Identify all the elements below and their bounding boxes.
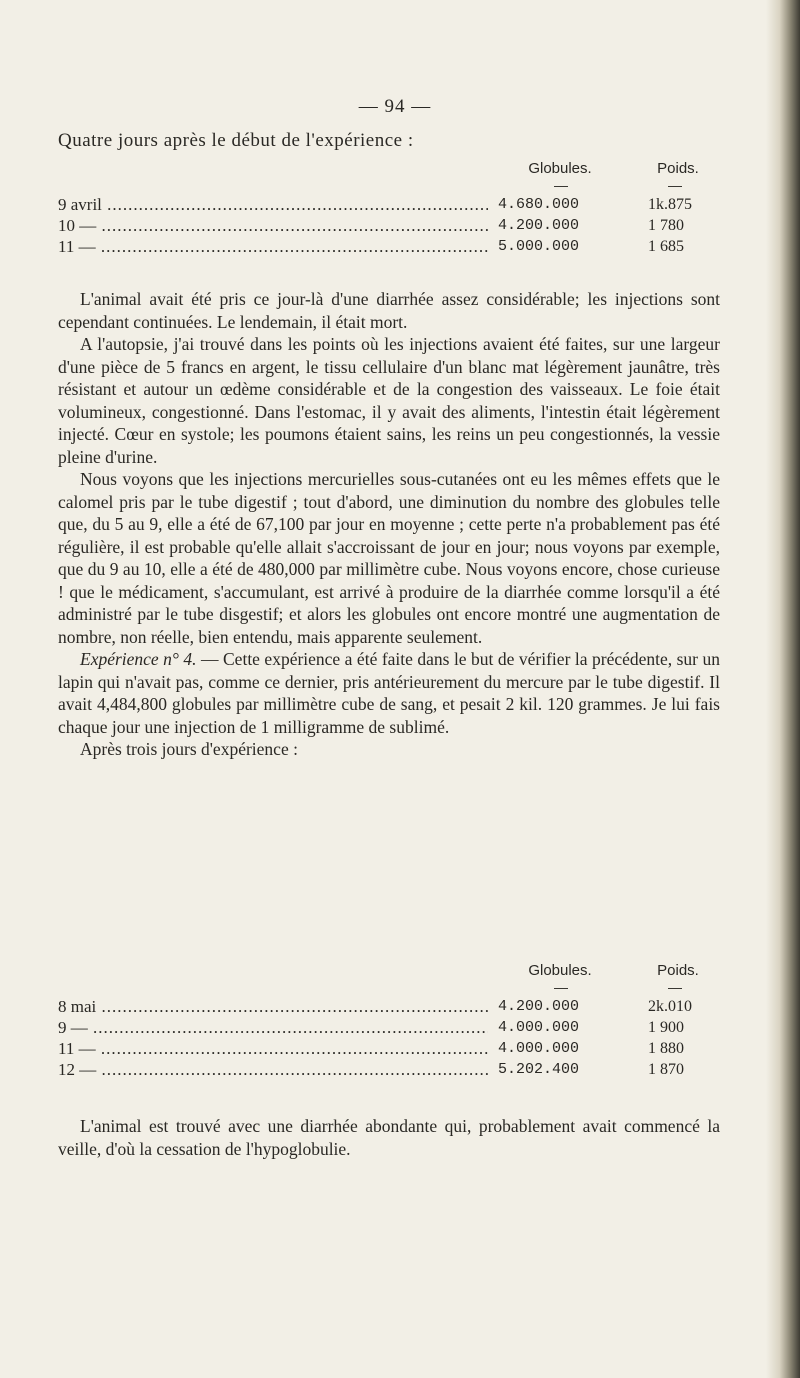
closing-text-block [58, 1115, 720, 1160]
table-first-experiment [58, 160, 718, 257]
table-row [58, 215, 718, 236]
paragraph-autopsie: A l'autopsie, j'ai trouvé dans les points où les injections avaient été faites, sur une largeur d'une pièce de 5 francs en argent, le tissu cellulaire d'un blanc mat légèrement jaunâtre, très résistant et autour un œdème considérable et de la congestion des vaisseaux. Le foie était volumineux, congestionné. Dans l'estomac, il y avait des aliments, l'intestin était légèrement injecté. Cœur en systole; les poumons étaient sains, les reins un peu congestionnés, la vessie pleine d'urine. [58, 334, 720, 467]
header-poids: Poids. [657, 962, 699, 979]
table-header [58, 160, 718, 186]
row-date: 9 avril ..... [58, 194, 488, 215]
paragraph-experience-4 [58, 648, 720, 738]
header-dashes [58, 988, 718, 996]
experience-text: — Cette expérience a été faite dans le but de vérifier la précédente, sur un lapin qui n'avait pas, comme ce dernier, pris antérieurement du mercure par le tube digestif. Il avait 4,484,800 globules par millimètre cube de sang, et pesait 2 kil. 120 grammes. Je lui fais chaque jour une injection de 1 milligramme de sublimé. [58, 649, 720, 737]
table-experience-4 [58, 962, 718, 1080]
intro-second-table: Après trois jours d'expérience : [80, 739, 298, 759]
row-poids: 1k.875 [648, 196, 692, 213]
page-edge-shadow [766, 0, 800, 1378]
row-poids: 1 880 [648, 1040, 684, 1057]
paragraph-diarrhee: L'animal avait été pris ce jour-là d'une diarrhée assez considérable; les injections sont cependant continuées. Le lendemain, il était mort. [58, 289, 720, 332]
row-poids: 1 780 [648, 217, 684, 234]
row-globules: 4.000.000 [498, 1019, 580, 1036]
paragraph-analyse: Nous voyons que les injections mercurielles sous-cutanées ont eu les mêmes effets que le calomel pris par le tube digestif ; tout d'abord, une diminution du nombre des globules telle que, du 5 au 9, elle a été de 67,100 par jour en moyenne ; cette perte n'a probablement pas été régulière, il est probable qu'elle allait s'accroissant de jour en jour; nous voyons par exemple, que du 9 au 10, elle a été de 480,000 par millimètre cube. Nous voyons encore, chose curieuse ! que le médicament, s'accumulant, est arrivé à produire de la diarrhée comme lorsqu'il a été administré par le tube disgestif; et alors les globules ont encore montré une augmentation de nombre, non réelle, bien entendu, mais apparente seulement. [58, 469, 720, 647]
row-globules: 4.200.000 [498, 998, 580, 1015]
row-poids: 2k.010 [648, 998, 692, 1015]
table-row [58, 1017, 718, 1038]
row-date: 11 — ..... [58, 236, 488, 257]
row-date: 9 — ..... [58, 1017, 488, 1038]
page-number: — 94 — [358, 96, 432, 117]
header-globules: Globules. [528, 160, 592, 177]
header-poids: Poids. [657, 160, 699, 177]
header-globules: Globules. [528, 962, 592, 979]
main-text-block [58, 288, 720, 761]
table-row [58, 996, 718, 1017]
row-date: 8 mai ..... [58, 996, 488, 1017]
paragraph-conclusion: L'animal est trouvé avec une diarrhée abondante qui, probablement avait commencé la veille, d'où la cessation de l'hypoglobulie. [58, 1116, 720, 1159]
table-header [58, 962, 718, 988]
row-poids: 1 870 [648, 1061, 684, 1078]
row-date: 10 — ..... [58, 215, 488, 236]
row-date: 11 — ..... [58, 1038, 488, 1059]
intro-line: Quatre jours après le début de l'expérience : [58, 130, 414, 151]
row-poids: 1 685 [648, 238, 684, 255]
table-row [58, 236, 718, 257]
table-row [58, 194, 718, 215]
row-globules: 4.680.000 [498, 196, 580, 213]
experience-title: Expérience n° 4. [80, 649, 197, 669]
row-globules: 5.000.000 [498, 238, 580, 255]
header-dashes [58, 186, 718, 194]
row-poids: 1 900 [648, 1019, 684, 1036]
row-globules: 4.200.000 [498, 217, 580, 234]
row-globules: 5.202.400 [498, 1061, 580, 1078]
table-row [58, 1059, 718, 1080]
row-date: 12 — ..... [58, 1059, 488, 1080]
row-globules: 4.000.000 [498, 1040, 580, 1057]
table-row [58, 1038, 718, 1059]
